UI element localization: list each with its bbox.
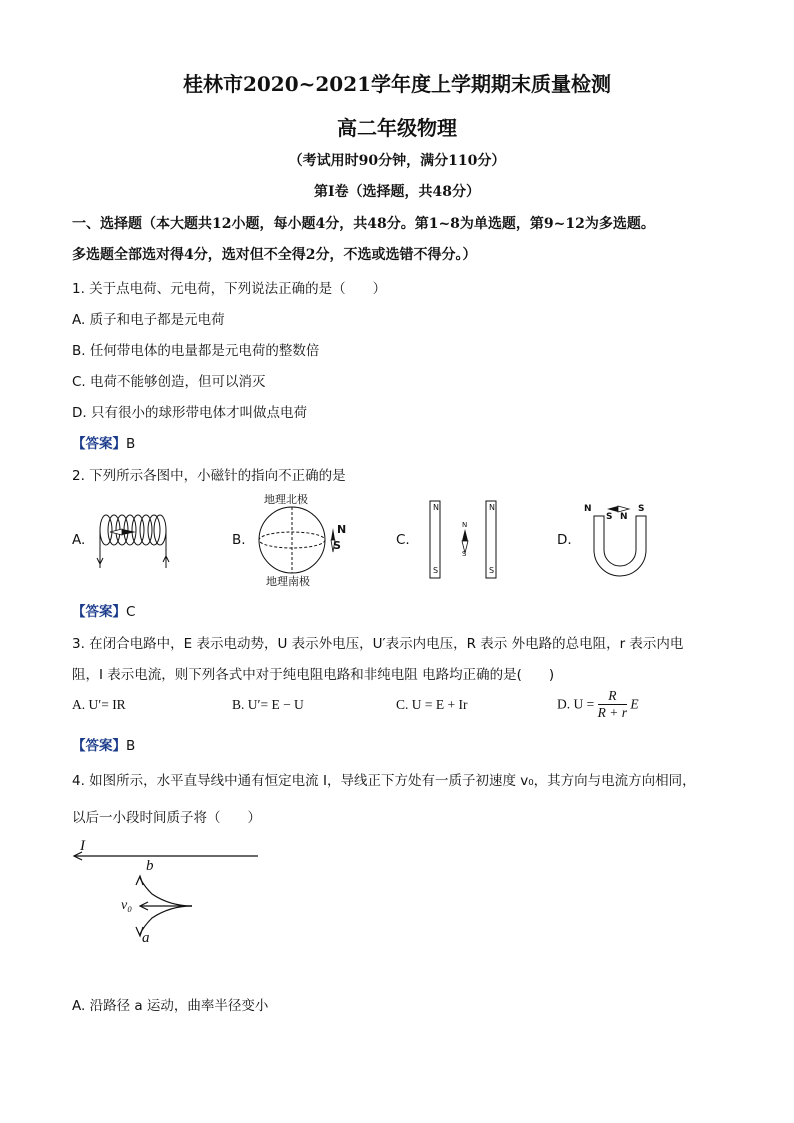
q3-stem-line1: 3. 在闭合电路中，E 表示电动势，U 表示外电压，U′表示内电压，R 表示 外电路的总电阻，r 表示内电 [72,636,684,652]
path-b-arrow-icon [136,876,143,885]
q1-option-a: A. 质子和电子都是元电荷 [72,312,225,328]
answer-value: B [126,436,136,452]
q2-option-b-label: B. [232,532,246,548]
geo-south-label: 地理南极 [266,575,310,588]
d-needle-s: S [606,512,613,522]
page-subtitle: 高二年级物理 [337,116,457,140]
q1-option-c: C. 电荷不能够创造，但可以消灭 [72,374,266,390]
current-label: I [80,838,85,854]
left-magnet-n: N [433,503,439,512]
exam-info: （考试用时90分钟，满分110分） [288,153,506,169]
q2-stem: 2. 下列所示各图中，小磁针的指向不正确的是 [72,468,346,484]
earth-s-label: S [333,539,341,552]
q3-d-numerator: R [598,688,627,705]
q2-option-a-label: A. [72,532,86,548]
q1-option-b: B. 任何带电体的电量都是元电荷的整数倍 [72,343,320,359]
u-magnet-s: S [638,504,645,514]
geo-north-label: 地理北极 [264,493,308,506]
right-magnet-n: N [489,503,495,512]
section-instructions-line2: 多选题全部选对得4分，选对但不全得2分，不选或选错不得分。） [72,247,477,263]
answer-label: 【答案】 [72,436,126,452]
d-needle-n: N [620,512,628,522]
velocity-label: v₀ [121,898,133,913]
answer-value: C [126,604,136,620]
solenoid-figure [92,502,174,574]
c-needle-s: S [462,550,467,558]
u-magnet-n: N [584,504,592,514]
q3-option-d [557,688,639,721]
q1-stem: 1. 关于点电荷、元电荷，下列说法正确的是（ ） [72,281,387,297]
q3-option-b: B. U′= E − U [232,697,304,712]
q3-d-denominator: R + r [597,705,627,720]
earth-n-label: N [337,523,347,536]
answer-label: 【答案】 [72,738,126,754]
answer-label: 【答案】 [72,604,126,620]
q2-option-c-label: C. [396,532,410,548]
q1-answer [72,432,135,452]
q3-answer [72,734,135,754]
section-instructions-line1: 一、选择题（本大题共12小题，每小题4分，共48分。第1~8为单选题，第9~12为多选题。 [72,216,655,232]
page-title: 桂林市2020~2021学年度上学期期末质量检测 [182,72,612,96]
q4-option-a: A. 沿路径 a 运动，曲率半径变小 [72,998,269,1014]
left-magnet-s: S [433,566,439,575]
q2-option-d-label: D. [557,532,572,548]
q1-option-d: D. 只有很小的球形带电体才叫做点电荷 [72,405,307,421]
right-magnet-s: S [489,566,495,575]
answer-value: B [126,738,136,754]
q3-option-a: A. U′= IR [72,697,126,712]
q3-d-suffix: E [630,696,639,712]
wire-proton-figure [70,838,270,950]
path-b-label: b [146,858,154,874]
q3-d-fraction [598,688,627,721]
q3-d-prefix: D. U = [557,696,595,712]
path-a-label: a [142,930,150,946]
q3-option-c: C. U = E + Ir [396,697,468,712]
q4-stem-line2: 以后一小段时间质子将（ ） [72,810,261,826]
q2-answer [72,600,135,620]
q4-stem-line1: 4. 如图所示，水平直导线中通有恒定电流 I，导线正下方处有一质子初速度 v₀，其方向与电流方向相同， [72,773,696,789]
q3-stem-line2: 阻，I 表示电流，则下列各式中对于纯电阻电路和非纯电阻 电路均正确的是( ) [72,667,555,683]
c-needle-n: N [462,521,468,529]
volume-heading: 第Ⅰ卷（选择题，共48分） [313,184,481,200]
